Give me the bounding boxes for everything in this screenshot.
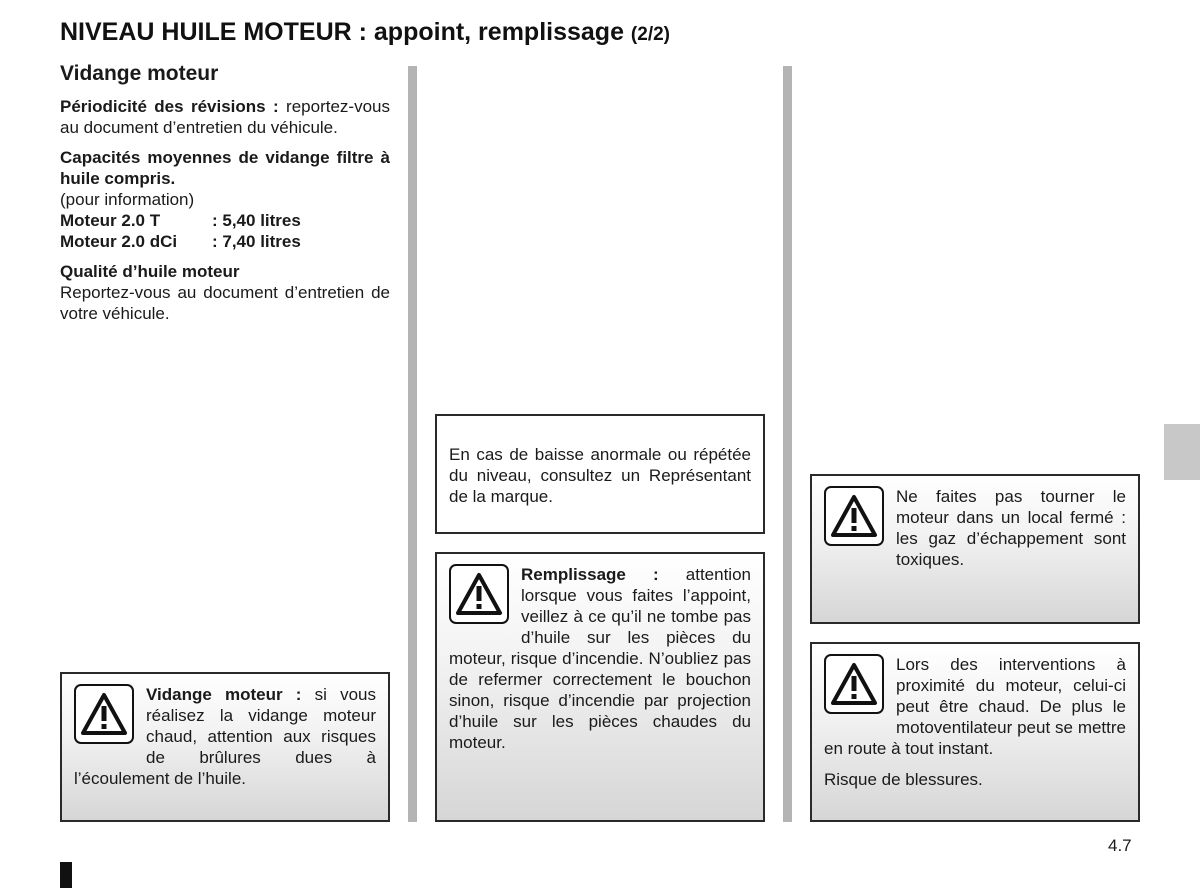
warning-triangle-icon xyxy=(74,684,134,744)
page-title: NIVEAU HUILE MOTEUR : appoint, remplissage (2/2) xyxy=(60,18,670,46)
warning-box-remplissage: Remplissage : attention lorsque vous faites l’appoint, veillez à ce qu’il ne tombe pas d’huile sur les pièces du moteur, risque d’incendie. N’oubliez pas de refermer correctement le bouchon sinon, risque d’incendie par projection d’huile sur les pièces chaudes du moteur. xyxy=(435,552,765,822)
section-title: Vidange moteur xyxy=(60,62,219,85)
warning-triangle-icon xyxy=(824,486,884,546)
info-box-baisse: En cas de baisse anormale ou répétée du niveau, consultez un Représentant de la marque. xyxy=(435,414,765,534)
capacity-row: Moteur 2.0 dCi : 7,40 litres xyxy=(60,232,301,251)
column-divider xyxy=(408,66,417,822)
chapter-tab xyxy=(1164,424,1200,480)
qualite-text: Reportez-vous au document d’entretien de votre véhicule. xyxy=(60,283,390,323)
capacites-title: Capacités moyennes de vidange filtre à huile compris. xyxy=(60,148,390,188)
left-column-text xyxy=(60,96,390,324)
periodicite-paragraph: Périodicité des révisions : reportez-vous au document d’entretien du véhicule. xyxy=(60,97,390,137)
page-number: 4.7 xyxy=(1108,836,1132,855)
warning-triangle-icon xyxy=(449,564,509,624)
capacity-row: Moteur 2.0 T : 5,40 litres xyxy=(60,211,301,230)
warning-triangle-icon xyxy=(824,654,884,714)
warning-box-interventions: Lors des interventions à proximité du moteur, celui-ci peut être chaud. De plus le motoventilateur peut se mettre en route à tout instant. Risque de blessures. xyxy=(810,642,1140,822)
qualite-title: Qualité d’huile moteur xyxy=(60,262,240,281)
warning-box-gaz: Ne faites pas tourner le moteur dans un local fermé : les gaz d’échappement sont toxiques. xyxy=(810,474,1140,624)
blessures-text: Risque de blessures. xyxy=(824,770,983,789)
column-divider xyxy=(783,66,792,822)
capacites-info: (pour information) xyxy=(60,190,195,209)
corner-mark xyxy=(60,862,72,888)
warning-box-vidange: Vidange moteur : si vous réalisez la vidange moteur chaud, attention aux risques de brûlures dues à l’écoulement de l’huile. xyxy=(60,672,390,822)
